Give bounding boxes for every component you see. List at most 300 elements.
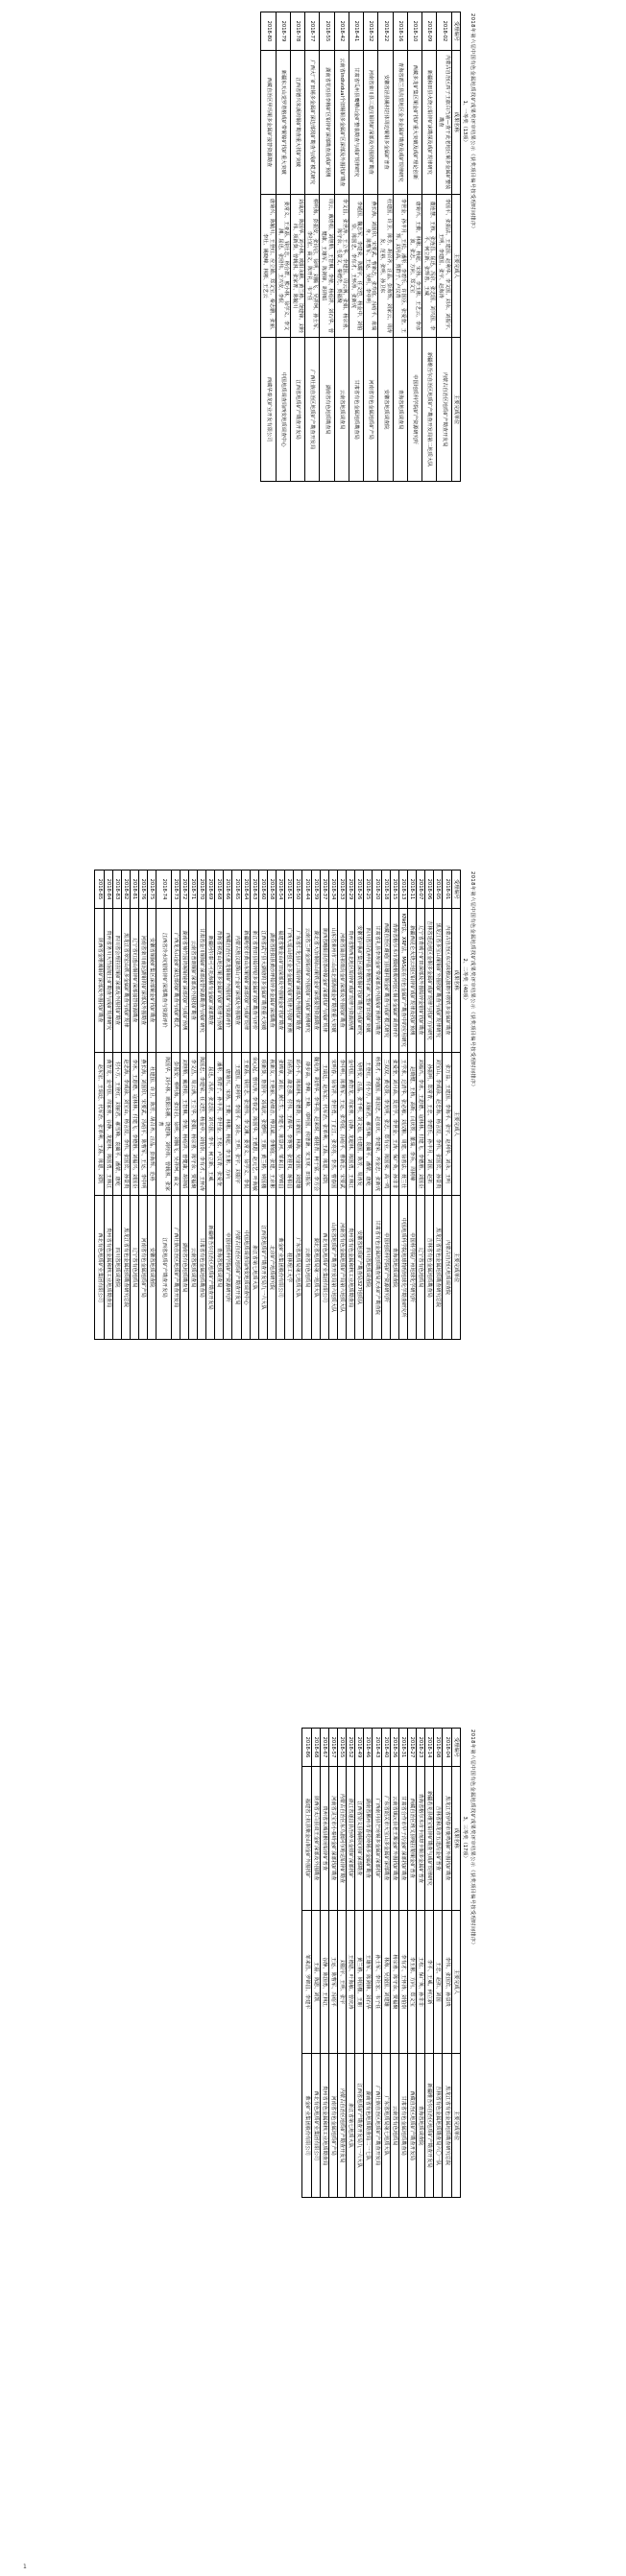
table-row [104,871,112,1340]
award-persons: 吴明安、汪晶、张千明、刘文灿、杜建国、陈芳、周涛发 [355,1052,364,1196]
award-name: 广西大厂矿田锡多金属矿深边部找矿勘查与成矿模式研究 [305,50,320,194]
award-units: 内蒙古自治区地质矿产勘查开发局 [338,2054,347,2198]
award-persons: 燕长海、刘国印、宋要武、冯绍平、陈曹军、王运、李中明 [139,1052,148,1196]
award-block-second-prize [95,870,477,1340]
award-persons: 冯佐海、康志强、付伟、王葆华、李赛赛、张桂权、蒋柏昌 [285,1052,294,1196]
award-units: 西藏自治区地质矿产勘查开发局 [408,2054,417,2198]
award-persons: 李中明、陈曹军、王运、张寿庭、冯绍平、曹新志、宋要武 [338,1052,347,1196]
award-units: 内蒙古自治区地质矿产勘查开发局 [232,1196,241,1340]
award-units: 内蒙古自治区地质矿产勘查开发局 [437,338,451,482]
award-units: 甘肃省有色金属地质勘查局 [198,1196,206,1340]
award-table [461,870,476,1091]
award-no: 2018-68 [215,871,224,909]
award-persons: 付小方、王登红、刘丽君、郝雪峰、袁蔺平、潘蒙、唐屹 [112,1052,121,1196]
award-units: 四川省地质调查院 [364,1196,373,1340]
award-units: 中国地质调查局西安地质调查中心 [241,1196,250,1340]
award-name: 山东省莱州市三山岛北部海域金矿勘查重大突破 [328,908,337,1052]
award-name: 湖南省郴州市香花岭锡多金属矿勘查 [364,1766,373,1910]
table-body-0 [261,12,451,482]
award-units: 贵州省有色金属和核工业地质勘查局 [320,2054,328,2198]
award-name: 福建省紫金山矿田深部及外围铜金矿找矿勘查 [277,908,285,1052]
award-units: 浙江省第七地质大队 [250,1196,258,1340]
award-data-table [260,12,460,482]
award-table [461,12,476,233]
award-no: 2018-01 [443,871,451,909]
award-name: 河南省栾川南泥湖钼钨矿深部及外围勘查 [139,908,148,1052]
award-persons: 薛步高、李峰、王峰、邓明国、侯增谦、宋玉财、田振东 [302,1052,311,1196]
award-persons: 黄兰椿、钟国楼、王朋 [355,1910,364,2054]
award-no: 2018-82 [121,871,130,909]
award-no: 2018-79 [276,12,290,51]
award-persons: 赵东宏、王瑞廷、代军治、张革利、王磊、陈恩、刘凯 [95,1052,104,1196]
award-no: 2018-16 [393,12,407,51]
award-no: 2018-70 [198,871,206,909]
award-units: 安徽省地质调查院 [378,338,393,482]
award-name: 陕西省金堆城钼矿深部及外围找矿勘查 [95,908,104,1052]
table-row [121,871,130,1340]
award-no: 2018-25 [364,871,373,909]
table-row [188,871,197,1340]
award-title: 2018年第六届中国有色金属地质找矿成果奖评审结果公示（获奖项目编号按受理时间排序） [470,13,475,232]
award-no: 2018-33 [338,871,347,909]
award-name: 黑龙江省多宝山铜钼矿外围找矿勘查与成矿规律研究 [434,908,443,1052]
award-no: 2018-64 [241,871,250,909]
award-no: 2018-67 [320,1729,328,1767]
award-persons: 余心起、曾庆涛、李春忠、陈国华、王德恩、赵元艺、叶海敏 [250,1052,258,1196]
table-body-2 [302,1729,451,2198]
award-persons: 陈国忠、李建荣、任文恺、杨金中、刘伯崇、李有才、王怀涛 [198,1052,206,1196]
table-row [381,1729,390,2198]
award-persons: 王学求、迟清华、张必敏、刘汉粮、周建、徐善法、聂兰仕 [398,1052,407,1196]
award-persons: 刘继顺、戴塔根、王智琳、李堃、杨绍祥、曾健康、胡祥昭 [180,1052,188,1196]
award-name: 贵州省务川大竹园铝土矿勘查与成矿规律研究 [104,908,112,1052]
award-units: 江西省地质矿产勘查开发局 [156,1196,171,1340]
award-name: 江西省冷水坑银铅锌矿深部勘查与资源评价 [156,908,171,1052]
award-units: 吉林省有色金属地质勘查局六〇一队 [434,2054,443,2198]
award-units: 中国地质调查局西安地质调查中心 [276,338,290,482]
award-title: 2018年第六届中国有色金属地质找矿成果奖评审结果公示（获奖项目编号按受理时间排序） [470,871,475,1090]
award-table [461,1728,476,1949]
award-no: 2018-80 [261,12,276,51]
table-row [364,12,378,482]
table-row [224,871,232,1340]
award-units: 黑龙江省有色金属地质勘查研究总院 [443,2054,451,2198]
award-no: 2018-43 [373,1729,381,1767]
award-units: 新疆维吾尔自治区地质矿产勘查开发局第二地质大队 [422,338,437,482]
award-units: 浙江省第七地质大队 [347,2054,355,2198]
award-name: 云南省兰坪金顶铅锌矿外围找矿与成矿预测研究 [302,908,311,1052]
award-persons: 李通国、魏志军、李建荣、陈耀宇、任文恺、杨金中、刘伯崇、陈国忠、李有才、王怀涛、张新虎 [349,194,363,338]
table-row [180,871,188,1340]
award-no: 2018-66 [224,871,232,909]
table-header-row [451,1729,460,2198]
award-name: 甘肃省礼县李坝金矿带深部及外围成矿预测与勘查 [373,908,381,1052]
table-row [261,12,276,482]
award-block-third-prize [302,1728,477,2198]
award-persons: 杜建国、许卫、陈芳、胡召齐、汪晶、彭海辉、范裕 [148,1052,156,1196]
award-no: 2018-23 [417,1729,425,1767]
table-row [294,871,302,1340]
award-name: 青海省格尔木市卡而却卡铜多金属矿普查 [417,1766,425,1910]
award-units: 云南省地质调查局 [188,1196,197,1340]
award-name: 新疆哈密市黄山东铜镍矿深部找矿与成矿规律 [241,908,250,1052]
award-units: 云南省有色地质局 [302,1196,311,1340]
award-name: 河南省嵩县祁雨沟金矿深部及外围找矿勘查 [338,908,347,1052]
award-units: 江西省地质矿产勘查开发局 [290,338,304,482]
award-persons: 王建国、赵利华、李国平、刘永、王明、张宇、刘振宇 [232,1052,241,1196]
award-persons: 李冰、王恩德、寇林林、付建飞、李德胜、刘福兴、刘国臣 [131,1052,139,1196]
table-row [320,1729,328,2198]
table-row [364,1729,373,2198]
table-row [311,871,320,1340]
award-persons: 王运、陈曹军、冯绍平 [328,1910,337,2054]
award-units: 西北有色地质矿业集团有限公司 [311,2054,320,2198]
award-persons: 唐菊兴、王勤、林彬、杨超、宋扬、李玉彬、王艺云、李彦波、张志、方向、郑文宝 [407,194,421,338]
award-name: 西藏自治区班戈县嘎拉勒铜金矿普查 [408,1766,417,1910]
table-row [290,12,304,482]
award-units: 西藏华泰龙矿业开发有限公司 [261,338,276,482]
award-no: 2018-50 [294,871,302,909]
award-no: 2018-15 [390,871,398,909]
award-units: 内蒙古自治区地质调查院 [443,1196,451,1340]
award-name: 辽宁省青城子矿田深部及外围铅锌金银矿找矿勘查 [417,908,425,1052]
award-name: 江西省武宁县大湖塘钨多金属矿勘查重大突破 [258,908,267,1052]
award-name: 福建省上杭县紫金山铜金矿外围找矿 [302,1766,311,1910]
award-persons: 姜常义、王亚磊、钱壮志、杨合群、熊小林、徐学义、李文渊、屈迅、张照伟、王兴安、李侃 [276,194,290,338]
award-persons: 王亚磊、钱壮志、张照伟、李文渊、姜常义、徐学义、李侃 [241,1052,250,1196]
award-name: 甘肃省合作市早子沟金矿深部找矿勘查 [398,1766,407,1910]
award-no: 2018-83 [112,871,121,909]
table-row [381,871,390,1340]
column-header-persons: 主要完成人 [451,1910,460,2054]
award-units: 四川省地质调查院 [112,1196,121,1340]
award-no: 2018-05 [434,871,443,909]
award-data-table [302,1728,461,2198]
award-units: 甘肃省有色金属地质勘查局天水矿产勘查院 [373,1196,381,1340]
award-units: 湖南省有色地质勘查局二一七队 [364,2054,373,2198]
award-name: 浙江省青田县铅锌银多金属矿找矿勘查与评价 [250,908,258,1052]
award-units: 青海省地质调查局 [215,1196,224,1340]
award-persons: 唐菊兴、宋扬、王勤、林彬、杨超、李玉彬、方向 [224,1052,232,1196]
table-row [305,12,320,482]
table-row [320,12,334,482]
award-no: 2018-55 [338,1729,347,1767]
award-no: 2018-77 [305,12,320,51]
table-row [334,12,349,482]
award-no: 2018-27 [408,1729,417,1767]
award-name: 湖南省花垣县李梅矿区铅锌矿深部勘查及成矿预测 [320,50,334,194]
award-persons: 王磊、陈恩、刘凯 [311,1910,320,2054]
column-header-no: 受理编号 [451,871,460,909]
award-units: 山东省地质矿产勘查开发局第六地质大队 [328,1196,337,1340]
table-row [425,1729,434,2198]
award-persons: 周云、戴塔根、刘继顺、王智琳、李堃、杨绍祥、刘石华、曾健康、王雄军、陈剑锋、胡祥昭 [320,194,334,338]
award-units: 江西省地质矿产勘查开发局九一六大队 [258,1196,267,1340]
table-row [355,1729,364,2198]
award-persons: 潘彤、贾群子、孙丰月、李世金、王松、卢汉青、张爱奎 [215,1052,224,1196]
award-no: 2018-08 [434,1729,443,1767]
column-header-persons: 主要完成人 [451,194,460,338]
award-name: 内蒙古自治区四子王旗白乃庙—查干此老地区铜多金属矿整装勘查 [437,50,451,194]
award-name: 内蒙古自治区东乌旗阿尔哈达铅锌矿勘查 [338,1766,347,1910]
table-row [131,871,139,1340]
award-units: 紫金矿业集团股份有限公司 [277,1196,285,1340]
award-name: 西藏自治区谢通门县雄村铜金矿勘查与成矿模式研究 [381,908,390,1052]
award-units: 贵州省有色金属和核工业地质勘查局 [347,1196,355,1340]
award-no: 2018-49 [355,1729,364,1767]
award-no: 2018-84 [104,871,112,909]
award-no: 2018-42 [334,12,349,51]
table-row [338,1729,347,2198]
award-name: 四川省会理拉拉铜矿深部及外围找矿勘查 [112,908,121,1052]
award-name: 云南省individual个旧锡铜多金属矿区深部及外围找矿勘查 [334,50,349,194]
award-no: 2018-22 [378,12,393,51]
award-persons: 张万益、王建国、李海平、张宇、赵利华、刘永、王明 [443,1052,451,1196]
award-name: 江西省崇义县淘锡坑钨矿深部勘查 [355,1766,364,1910]
award-persons: 燕长海、刘国印、宋要武、曹新志、张寿庭、冯绍平、毋瑞身、陈曹军、王运、吴明、李中明 [364,194,378,338]
award-persons: 杨宗喜、陈守余、贾福聚 [390,1910,398,2054]
award-units: 安徽省地质矿产勘查局327地质队 [355,1196,364,1340]
award-units: 江西省地质矿产勘查开发局九一六大队 [355,2054,364,2198]
table-row [311,1729,320,2198]
award-no: 2018-36 [390,1729,398,1767]
award-no: 2018-31 [398,1729,407,1767]
award-no: 2018-20 [373,871,381,909]
award-no: 2018-46 [364,1729,373,1767]
award-units: 贵州省有色金属和核工业地质勘查局 [104,1196,112,1340]
award-units: 北京矿产地质研究院 [268,1196,277,1340]
award-no: 2018-26 [355,871,364,909]
table-row [434,1729,443,2198]
award-no: 2018-07 [417,871,425,909]
award-persons: 王登红、付小方、刘丽君、郝雪峰、袁蔺平、潘蒙、唐屹 [364,1052,373,1196]
award-name: 安徽省庐枞矿集区深部铁铜矿找矿勘查与成矿研究 [355,908,364,1052]
table-row [156,871,171,1340]
column-header-no: 受理编号 [451,12,460,51]
table-row [328,1729,337,2198]
award-units: 紫金矿业集团股份有限公司 [302,2054,311,2198]
table-row [437,12,451,482]
award-units: 河南省有色金属地质矿产局第六地质大队 [338,1196,347,1340]
award-name: 黑龙江省伊春市鹿鸣钼矿外围找矿勘查 [443,1766,451,1910]
award-units: 中国地质科学院矿产资源研究所 [381,1196,390,1340]
award-persons: 唐菊兴、陈毓川、王登红、应立娟、郑文宝、秦志鹏、张丽、李壮、姚晓峰、林彬、王艺云 [261,194,276,338]
award-no: 2018-78 [290,12,304,51]
award-persons: 张爱奎、刘月高、莫宣学、李世金、王涛、保广英、孙非非 [390,1052,398,1196]
award-no: 2018-52 [347,1729,355,1767]
award-name: 贵州省黔西北地区铅锌矿成矿规律与资源预测 [347,908,355,1052]
award-units: 辽宁省有色地质局 [131,1196,139,1340]
column-header-units: 主要完成单位 [451,1196,460,1340]
award-name: 内蒙古敖汉旗撰山子金矿深部及外围勘查 [232,908,241,1052]
award-name: 新疆西昆仑火烧云地区铅锌矿成矿规律及找矿预测 [408,908,417,1052]
table-row [355,871,364,1340]
award-name: 江西省德兴朱溪钨铜矿勘查重大找矿突破 [290,50,304,194]
award-units: 西北有色地质矿业集团有限公司 [320,1196,328,1340]
award-persons: 刘振宇、王明、张宇 [338,1910,347,2054]
table-row [398,1729,407,2198]
table-row [232,871,241,1340]
award-units: 安徽省地质调查院 [148,1196,156,1340]
award-name: 黑龙江省翠宏山铁多金属矿勘查与成矿规律 [121,908,130,1052]
award-persons: 金中国、黄智龙、周家喜、谷静、龙超林、陈国勇、王林江 [347,1052,355,1196]
award-name: 青海省都兰县沟里地区金多金属矿勘查及成矿规律研究 [393,50,407,194]
award-persons: 黄智龙、金中国、周家喜、谷静、龙超林、陈国勇、王林江 [104,1052,112,1196]
award-persons: 刘宝山、李成禄、赵忠海、杨言辰、李伟、张国宾、孙景贵 [434,1052,443,1196]
award-units: 青海省地质调查院 [417,2054,425,2198]
table-row [241,871,250,1340]
table-row [347,871,355,1340]
award-persons: 李玉彬、方向、郑文宝 [408,1910,417,2054]
award-units: 辽宁省有色地质局 [417,1196,425,1340]
award-units: 青海省地质调查院 [390,1196,398,1340]
table-row [373,1729,381,2198]
award-persons: 祝新友、王艳丽、程细音、傅其斌、李顺庭、张建、王京彬 [268,1052,277,1196]
award-no: 2018-72 [180,871,188,909]
award-persons: 李平、王威、何立新 [425,1910,434,2054]
award-units: 西北有色地质矿业集团有限公司 [95,1196,104,1340]
award-no: 2018-14 [425,1729,434,1767]
award-name: 广西大瑶山地区金多金属矿成矿规律与找矿预测 [285,908,294,1052]
award-name: 贵州省水城县猴场铅锌矿普查 [320,1766,328,1910]
award-no: 2018-74 [156,871,171,909]
award-no: 2018-09 [422,12,437,51]
table-row [328,871,337,1340]
award-name: 陕西省略阳县煎茶岭镍金矿深部找矿与成矿规律 [320,908,328,1052]
award-no: 2018-29 [347,871,355,909]
award-name: 青海省祁连山地区铜多金属矿成矿规律与预测 [215,908,224,1052]
award-no: 2018-65 [232,871,241,909]
award-units: 河南省有色金属地质矿产局 [328,2054,337,2198]
award-persons: 赵忠海、李成禄、刘宝山、杨言辰、李伟、张国宾、孙景贵 [121,1052,130,1196]
award-name: 吉林省延边地区金铜多金属矿成矿规律与找矿方向研究 [425,908,434,1052]
award-persons: 赵晓健、王核、高昕、闫庆贺、董瑞、李兵、周树峰 [408,1052,417,1196]
award-no: 2018-51 [285,871,294,909]
table-row [407,12,421,482]
award-name: 广西龙头山金矿深边部找矿勘查与成矿模式 [171,908,180,1052]
table-row [422,12,437,482]
award-persons: 项新葵、詹国年、刘战庆、张德明、王朋、黄兰椿、钟国楼 [258,1052,267,1196]
table-row [250,871,258,1340]
award-name: 四川省甘孜州甲基卡锂辉石矿大型矿田找矿突破 [364,908,373,1052]
award-name: 湖南省柿竹园钨锡钼铋矿深部找矿与成矿预测 [180,908,188,1052]
table-row [171,871,180,1340]
table-row [378,12,393,482]
award-name: 陕西省太白县双王金矿深部及外围勘查 [311,1766,320,1910]
award-name: 湖北省大冶铜绿山铜铁金矿深部接替资源勘查 [311,908,320,1052]
award-units: 河南省有色金属地质矿产局 [139,1196,148,1340]
award-name: 内蒙古自治区东乌珠穆沁旗朝不楞铁多金属矿勘查 [443,908,451,1052]
award-no: 2018-10 [407,12,421,51]
table-row [417,871,425,1340]
award-name: KNdT法、XRF法、MAS法在有色金属矿产勘查中的应用研究 [398,908,407,1052]
award-no: 2018-04 [443,1729,451,1767]
award-units: 吉林省有色金属地质勘查局 [425,1196,434,1340]
award-name: 新疆东天山觉罗塔格成矿带铜镍矿找矿重大突破 [276,50,290,194]
award-persons: 李文昌、张世涛、王立华、李建国、周云满、张娟、杨宗喜、陈守余、毛景文、秦德先、贾福聚 [334,194,349,338]
table-row [206,871,215,1340]
award-no: 2018-40 [381,1729,390,1767]
table-row [148,871,156,1340]
award-no: 2018-85 [95,871,104,909]
award-no: 2018-37 [320,871,328,909]
table-row [408,871,417,1340]
award-no: 2018-63 [250,871,258,909]
award-name: 云南省镇沅县老王寨金矿外围找矿勘查 [390,1766,398,1910]
award-persons: 王瑞廷、赵东宏、代军治、张革利、王磊、陈恩、刘凯 [320,1052,328,1196]
award-name: 甘肃省瓜州县鹰嘴山金矿整装勘查与成矿规律研究 [349,50,363,194]
award-no: 2018-57 [328,1729,337,1767]
award-no: 2018-58 [268,871,277,909]
award-name: 安徽省泾县姚村岩体周边铜钼多金属矿普查 [378,50,393,194]
award-no: 2018-73 [171,871,180,909]
award-units: 中国科学院广州地球化学研究所 [408,1196,417,1340]
award-units: 新疆维吾尔自治区地质矿产勘查开发局 [206,1196,215,1340]
award-no: 2018-55 [320,12,334,51]
award-persons: 兰双双、黄克贤、李光明、张志、郑有业、陈国荣、高一鸣 [381,1052,390,1196]
column-header-units: 主要完成单位 [451,2054,460,2198]
award-no: 2018-44 [302,871,311,909]
award-persons: 林海、吴淦国、刘建雄 [381,1910,390,2054]
award-persons: 杜建国、许卫、陈芳、胡召齐、汪晶、彭海辉、刘家云、周涛发、范裕、张明、孙卫东 [378,194,393,338]
award-no: 2018-60 [258,871,267,909]
award-units: 桂林理工大学 [285,1196,294,1340]
award-units: 湖南省有色地质勘查局 [320,338,334,482]
award-persons: 刘福兴、李冰、王恩德、寇林林、付建飞、李德胜、刘国臣 [417,1052,425,1196]
award-units: 广西壮族自治区地质矿产勘查开发局 [171,1196,180,1340]
award-name: 新疆和田县火烧云铅锌矿床勘探及成矿规律研究 [422,50,437,194]
award-persons: 邱小平、陈柏林、张德贤、庄新国、林海、吴淦国、刘建雄 [294,1052,302,1196]
table-row [443,871,451,1340]
award-name: 河南省灵宝市小秦岭金矿深部找矿勘查 [328,1766,337,1910]
award-units: 甘肃省有色金属地质勘查局 [398,2054,407,2198]
award-no: 2018-76 [139,871,148,909]
award-persons: 邹来昌、罗锦昌、李建平 [302,1910,311,2054]
table-row [434,871,443,1340]
award-persons: 王德恩、叶海敏、曾庆涛 [347,1910,355,2054]
award-units: 云南省地质调查局 [334,338,349,482]
award-no: 2018-71 [188,871,197,909]
award-no: 2018-18 [381,871,390,909]
award-persons: 孙士军、李社宏、韦子任 [373,1910,381,2054]
table-row [302,871,311,1340]
table-row [95,871,104,1340]
column-header-name: 成果名称 [451,908,460,1052]
table-row [320,871,328,1340]
award-units: 湖南省有色地质勘查局 [180,1196,188,1340]
table-row [417,1729,425,2198]
award-persons: 蔡明海、彭振安、张诗启、徐明、刘腾飞、吴祥珂、孙士军、李社宏、高文、陈开礼、韦子任 [305,194,320,338]
award-persons: 谷静、陈国勇、王林江 [320,1910,328,2054]
award-no: 2018-54 [277,871,285,909]
award-persons: 李世金、孙丰月、王松、潘彤、李碧乐、许国臣、张爱奎、王辉、刘月高、贾群子、卢汉青 [393,194,407,338]
award-no: 2018-06 [425,871,434,909]
award-units: 广东省地质局第七地质大队 [294,1196,302,1340]
award-name: 西藏自治区甲玛铜多金属矿接替资源勘查 [261,50,276,194]
award-persons: 李有才、王怀涛、刘伯崇 [398,1910,407,2054]
award-units: 中国地质科学院矿产资源研究所 [407,338,421,482]
award-units: 广西壮族自治区地质矿产勘查开发局 [305,338,320,482]
award-no: 2018-13 [398,871,407,909]
table-row [390,871,398,1340]
table-row [373,871,381,1340]
award-name: 吉林省和龙市五道沟金矿普查 [434,1766,443,1910]
table-row [139,871,148,1340]
award-block-first-prize [260,12,476,482]
award-name: 广东省仁化县凡口铅锌矿深部及外围找矿勘查 [294,908,302,1052]
table-row [285,871,294,1340]
table-row [408,1729,417,2198]
